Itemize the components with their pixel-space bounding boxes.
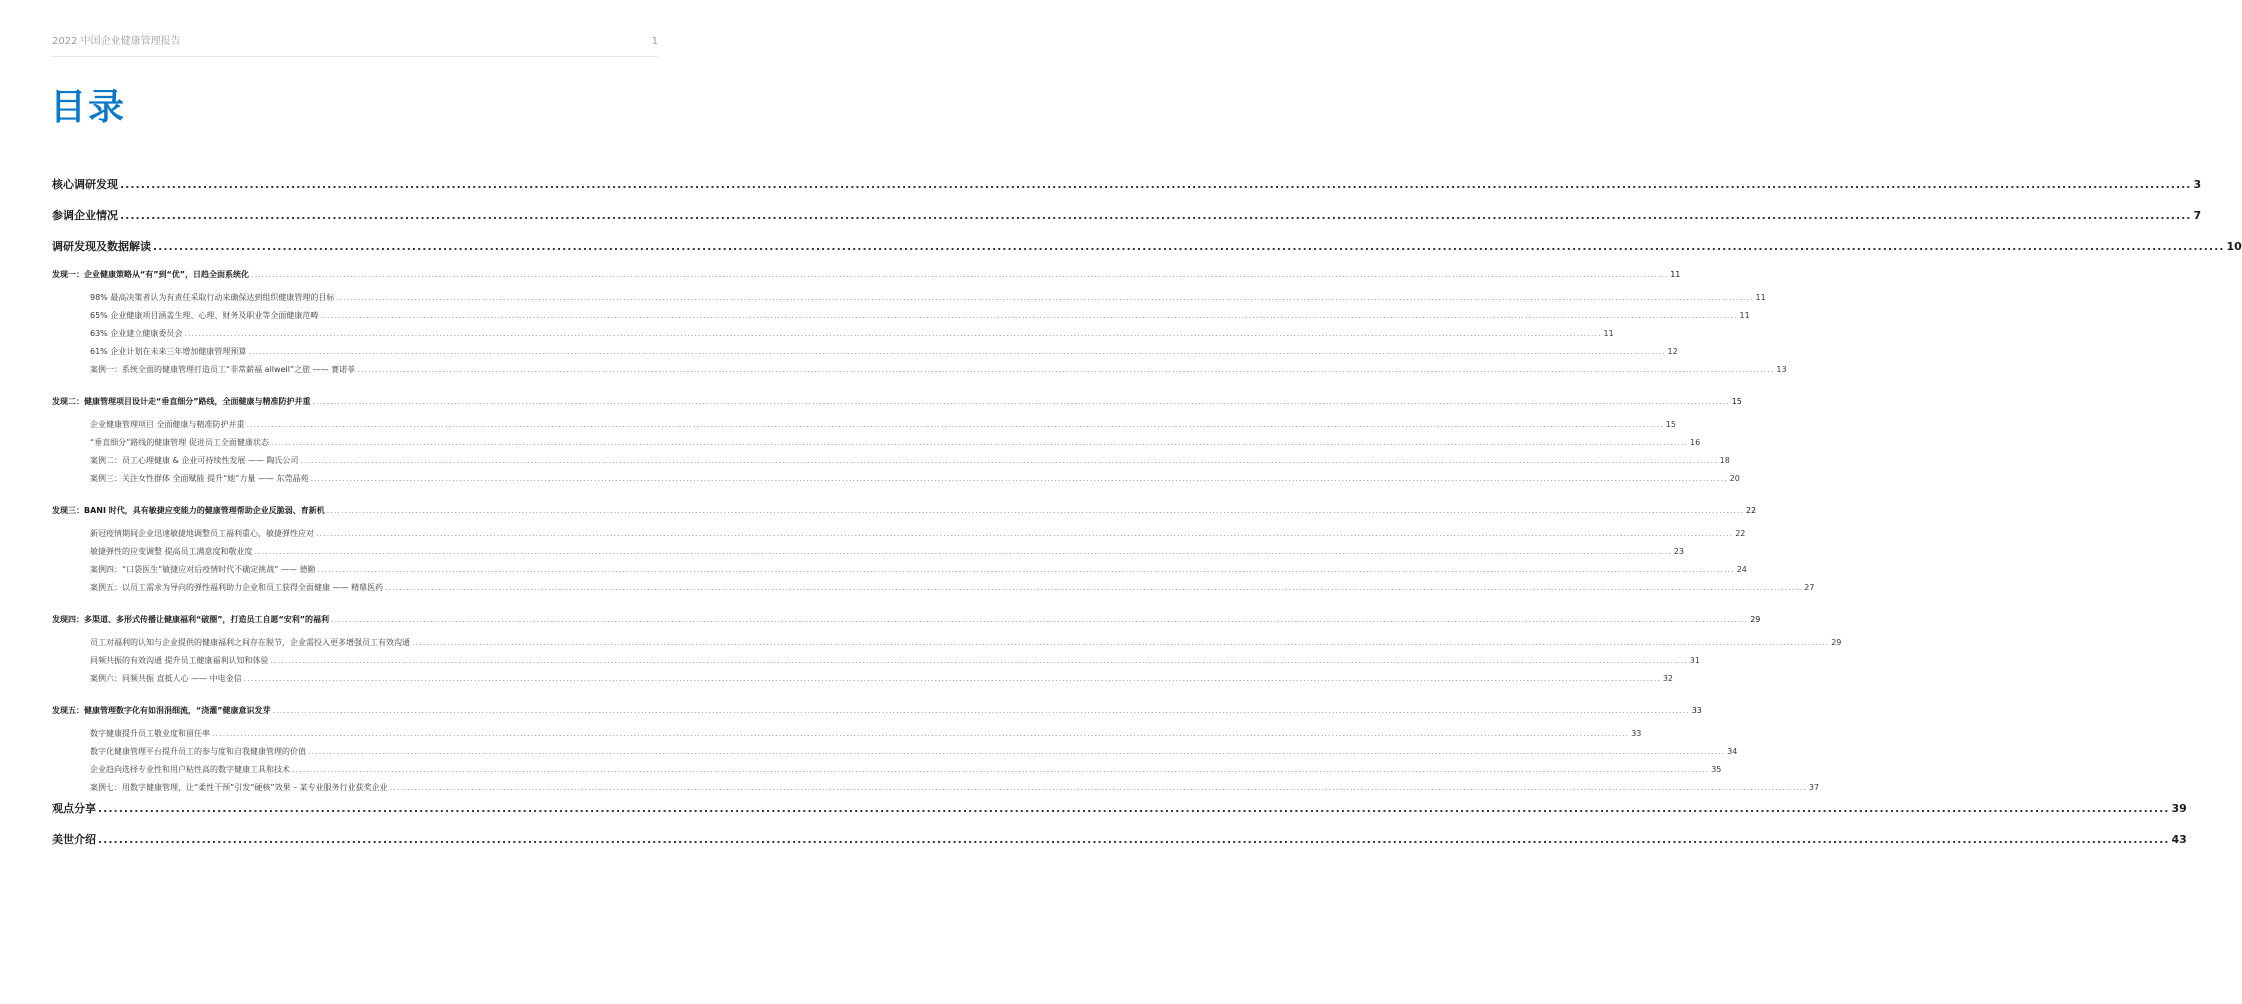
dot-leader: ................................................................................................................................................................................................................................................................................................................................................................................................................ [412,638,1830,647]
toc-entry-level-3[interactable] [52,454,1730,472]
toc-entry-level-2[interactable] [52,268,1681,291]
dot-leader: ................................................................................................................................................................................................................................................................................................................................................................................................................ [300,456,1718,465]
toc-entry-title: 65% 企业健康项目涵盖生理、心理、财务及职业等全面健康范畴 [90,311,319,320]
toc-entry-title: 参调企业情况 [52,209,118,222]
dot-leader: ................................................................................................................................................................................................................................................................................................................................................................................................................ [254,547,1672,556]
toc-entry-title: 同频共振的有效沟通 提升员工健康福利认知和体验 [90,656,269,665]
toc-entry-title: 案例六：同频共振 直抵人心 —— 中电金信 [90,674,242,683]
toc-entry-level-1[interactable] [52,206,2202,237]
table-of-contents [52,175,2242,861]
dot-leader: ................................................................................................................................................................................................................................................................................................................................................................................................................ [272,706,1690,715]
dot-leader: ................................................................................................................................................................................................................................................................................................................................................................................................................ [98,833,2170,846]
dot-leader: ................................................................................................................................................................................................................................................................................................................................................................................................................ [251,270,1669,279]
toc-entry-title: 观点分享 [52,802,96,815]
toc-entry-page: 24 [1736,565,1747,574]
toc-entry-page: 22 [1735,529,1746,538]
toc-entry-page: 39 [2171,802,2187,815]
toc-entry-page: 35 [1711,765,1722,774]
dot-leader: ................................................................................................................................................................................................................................................................................................................................................................................................................ [153,240,2225,253]
dot-leader: ................................................................................................................................................................................................................................................................................................................................................................................................................ [310,474,1728,483]
page-number: 1 [651,36,658,47]
toc-entry-page: 32 [1662,674,1674,683]
dot-leader: ................................................................................................................................................................................................................................................................................................................................................................................................................ [326,506,1744,515]
toc-entry-page: 3 [2193,178,2202,191]
toc-entry-level-3[interactable] [52,727,1642,745]
dot-leader: ................................................................................................................................................................................................................................................................................................................................................................................................................ [270,438,1689,447]
toc-entry-page: 15 [1665,420,1676,429]
dot-leader: ................................................................................................................................................................................................................................................................................................................................................................................................................ [312,397,1730,406]
toc-entry-title: 案例七：用数字健康管理，让“柔性干预”引发“硬核”效果 – 某专业服务行业获奖企业 [90,783,388,792]
toc-entry-page: 23 [1673,547,1684,556]
toc-entry-level-2[interactable] [52,704,1702,727]
toc-entry-level-3[interactable] [52,291,1766,309]
toc-entry-title: 案例四：“口袋医生”敏捷应对后疫情时代不确定挑战” —— 德勤 [90,565,316,574]
toc-entry-title: 63% 企业建立健康委员会 [90,329,183,338]
toc-entry-title: 调研发现及数据解读 [52,240,151,253]
toc-entry-level-2[interactable] [52,395,1742,418]
toc-entry-title: 案例三：关注女性群体 全面赋能 提升“她”力量 —— 东莞晶苑 [90,474,309,483]
toc-entry-level-3[interactable] [52,363,1787,381]
toc-entry-title: 企业趋向选择专业性和用户粘性高的数字健康工具和技术 [90,765,290,774]
toc-entry-title: 敏捷弹性的应变调整 提高员工满意度和敬业度 [90,547,253,556]
toc-entry-page: 29 [1831,638,1842,647]
toc-entry-page: 34 [1727,747,1738,756]
toc-entry-page: 18 [1719,456,1730,465]
toc-entry-title: 61% 企业计划在未来三年增加健康管理预算 [90,347,247,356]
toc-entry-level-1[interactable] [52,237,2242,268]
toc-entry-title: 案例二：员工心理健康 & 企业可持续性发展 —— 陶氏公司 [90,456,299,465]
dot-leader: ................................................................................................................................................................................................................................................................................................................................................................................................................ [248,347,1666,356]
dot-leader: ................................................................................................................................................................................................................................................................................................................................................................................................................ [98,802,2170,815]
toc-entry-level-3[interactable] [52,781,1820,799]
dot-leader: ................................................................................................................................................................................................................................................................................................................................................................................................................ [320,311,1738,320]
toc-entry-title: 数字化健康管理平台提升员工的参与度和自我健康管理的价值 [90,747,306,756]
toc-entry-level-1[interactable] [52,830,2187,861]
dot-leader: ................................................................................................................................................................................................................................................................................................................................................................................................................ [120,209,2192,222]
dot-leader: ................................................................................................................................................................................................................................................................................................................................................................................................................ [270,656,1688,665]
toc-entry-level-3[interactable] [52,436,1701,454]
toc-entry-level-3[interactable] [52,654,1700,672]
toc-entry-title: “垂直细分”路线的健康管理 促进员工全面健康状态 [90,438,269,447]
toc-entry-page: 11 [1755,293,1766,302]
toc-entry-title: 企业健康管理项目 全面健康与精准防护并重 [90,420,245,429]
report-title: 2022 中国企业健康管理报告 [52,36,181,47]
toc-entry-level-3[interactable] [52,345,1678,363]
toc-entry-title: 核心调研发现 [52,178,118,191]
toc-entry-level-3[interactable] [52,672,1674,690]
toc-entry-level-3[interactable] [52,545,1684,563]
toc-entry-page: 11 [1739,311,1750,320]
toc-entry-page: 7 [2193,209,2202,222]
toc-entry-page: 33 [1631,729,1642,738]
toc-entry-page: 22 [1745,506,1757,515]
toc-entry-title: 案例一：系统全面的健康管理打造员工“非常薪福 allwell”之旅 —— 赛诺菲 [90,365,356,374]
dot-leader: ................................................................................................................................................................................................................................................................................................................................................................................................................ [385,583,1803,592]
header-divider [52,56,658,57]
toc-entry-title: 98% 最高决策者认为有责任采取行动来确保达到组织健康管理的目标 [90,293,335,302]
toc-entry-title: 发现三：BANI 时代，具有敏捷应变能力的健康管理帮助企业反脆弱、育新机 [52,506,325,515]
toc-entry-page: 20 [1729,474,1740,483]
dot-leader: ................................................................................................................................................................................................................................................................................................................................................................................................................ [292,765,1710,774]
toc-entry-title: 员工对福利的认知与企业提供的健康福利之间存在脱节，企业需投入更多增强员工有效沟通 [90,638,410,647]
toc-entry-page: 10 [2226,240,2242,253]
dot-leader: ................................................................................................................................................................................................................................................................................................................................................................................................................ [317,565,1735,574]
toc-entry-title: 美世介绍 [52,833,96,846]
toc-entry-level-3[interactable] [52,745,1738,763]
toc-entry-level-3[interactable] [52,527,1746,545]
page-header [52,35,658,49]
toc-entry-level-3[interactable] [52,327,1614,345]
page-title: 目录 [50,87,127,128]
toc-entry-page: 12 [1667,347,1678,356]
toc-entry-title: 新冠疫情期间企业迅速敏捷地调整员工福利重心，敏捷弹性应对 [90,529,314,538]
toc-entry-page: 11 [1670,270,1681,279]
toc-entry-level-3[interactable] [52,563,1747,581]
dot-leader: ................................................................................................................................................................................................................................................................................................................................................................................................................ [243,674,1661,683]
toc-entry-page: 29 [1750,615,1761,624]
toc-entry-level-3[interactable] [52,763,1722,781]
toc-entry-level-3[interactable] [52,581,1815,599]
toc-entry-level-2[interactable] [52,504,1757,527]
toc-entry-level-1[interactable] [52,799,2187,830]
toc-entry-title: 发现五：健康管理数字化有如涓涓细流，“浇灌”健康意识发芽 [52,706,271,715]
toc-entry-title: 案例五：以员工需求为导向的弹性福利助力企业和员工获得全面健康 —— 精鼎医药 [90,583,384,592]
toc-entry-level-3[interactable] [52,472,1740,490]
section-gap [52,490,660,504]
toc-entry-page: 31 [1689,656,1700,665]
toc-entry-title: 数字健康提升员工敬业度和留任率 [90,729,210,738]
toc-entry-level-1[interactable] [52,175,2202,206]
toc-entry-level-3[interactable] [52,309,1750,327]
toc-entry-page: 11 [1603,329,1614,338]
toc-entry-page: 16 [1690,438,1701,447]
toc-entry-page: 33 [1691,706,1702,715]
toc-entry-level-3[interactable] [52,418,1676,436]
dot-leader: ................................................................................................................................................................................................................................................................................................................................................................................................................ [246,420,1664,429]
section-gap [52,690,660,704]
toc-entry-title: 发现一：企业健康策略从“有”到“优”，日趋全面系统化 [52,270,250,279]
dot-leader: ................................................................................................................................................................................................................................................................................................................................................................................................................ [336,293,1754,302]
toc-entry-title: 发现二：健康管理项目设计走“垂直细分”路线，全面健康与精准防护并重 [52,397,311,406]
dot-leader: ................................................................................................................................................................................................................................................................................................................................................................................................................ [184,329,1602,338]
toc-entry-page: 27 [1804,583,1815,592]
section-gap [52,599,660,613]
toc-entry-page: 37 [1808,783,1820,792]
dot-leader: ................................................................................................................................................................................................................................................................................................................................................................................................................ [316,529,1734,538]
dot-leader: ................................................................................................................................................................................................................................................................................................................................................................................................................ [389,783,1807,792]
toc-entry-title: 发现四：多渠道、多形式传播让健康福利“破圈”，打造员工自愿“安利”的福利 [52,615,330,624]
dot-leader: ................................................................................................................................................................................................................................................................................................................................................................................................................ [212,729,1630,738]
dot-leader: ................................................................................................................................................................................................................................................................................................................................................................................................................ [331,615,1749,624]
toc-entry-page: 43 [2171,833,2187,846]
dot-leader: ................................................................................................................................................................................................................................................................................................................................................................................................................ [308,747,1726,756]
dot-leader: ................................................................................................................................................................................................................................................................................................................................................................................................................ [120,178,2192,191]
section-gap [52,381,660,395]
dot-leader: ................................................................................................................................................................................................................................................................................................................................................................................................................ [357,365,1775,374]
toc-entry-page: 13 [1776,365,1787,374]
toc-entry-level-3[interactable] [52,636,1842,654]
toc-entry-level-2[interactable] [52,613,1761,636]
toc-entry-page: 15 [1731,397,1742,406]
